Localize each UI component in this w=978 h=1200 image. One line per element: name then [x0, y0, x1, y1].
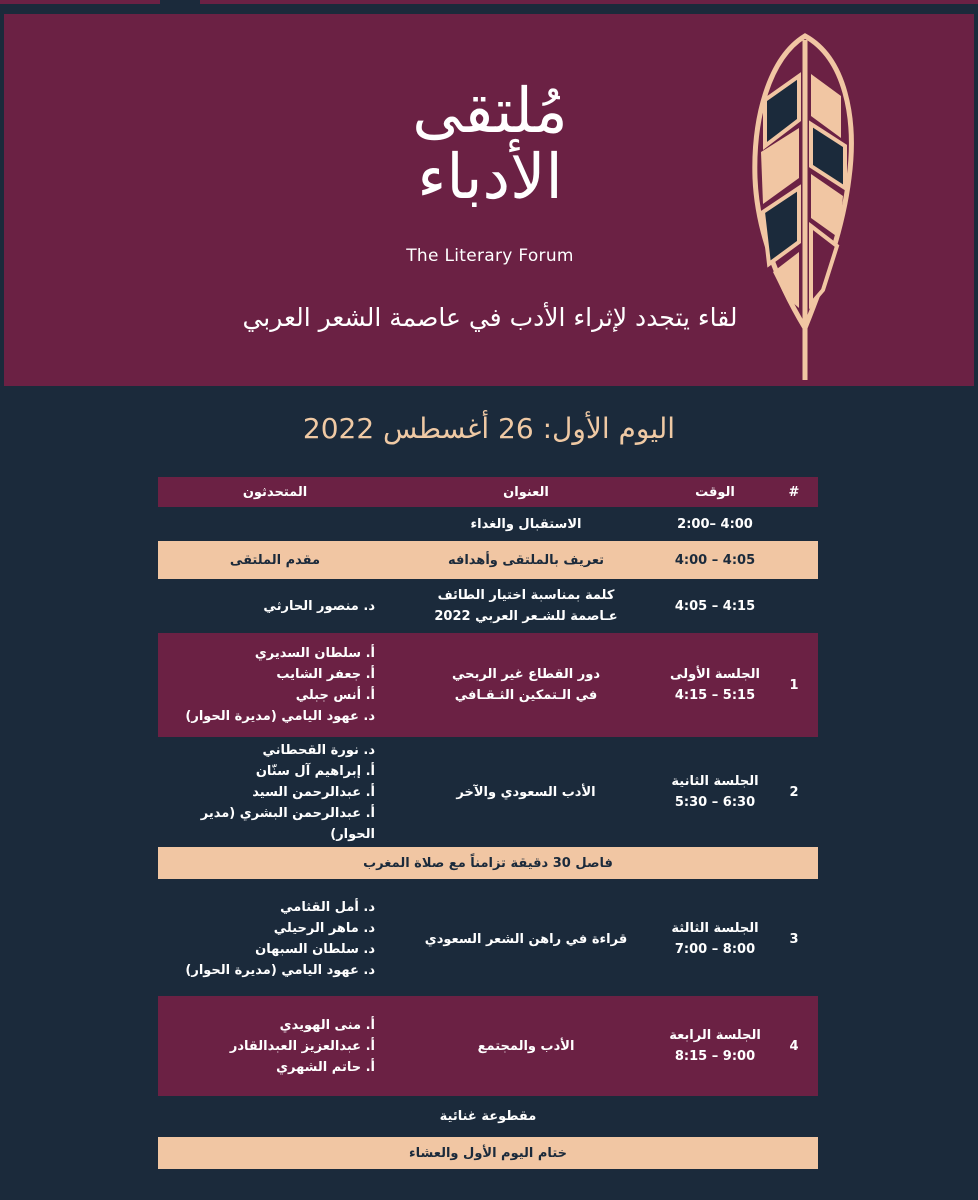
table-row	[158, 582, 818, 630]
row-time	[660, 541, 770, 579]
row-time-text: 8:15 – 9:00	[674, 1049, 756, 1064]
table-header-row	[158, 477, 818, 507]
table-row	[158, 541, 818, 579]
row-speakers	[158, 582, 392, 630]
header-title: العنوان	[503, 484, 549, 500]
table-row	[158, 633, 818, 737]
speaker: أ. إبراهيم آل سنّان	[255, 763, 375, 779]
logo-arabic-line: الأدباء	[417, 140, 563, 213]
row-time	[660, 740, 770, 844]
top-strip-segment	[200, 0, 978, 4]
row-title-text: كلمة بمناسبة اختيار الطائف عـاصمة للشـعر العربي 2022	[434, 588, 618, 624]
row-time	[660, 996, 770, 1096]
header-time: الوقت	[695, 484, 735, 500]
row-speakers	[158, 886, 392, 992]
row-num: 2	[789, 784, 799, 800]
speaker: أ. عبدالرحمن البشري (مدير الحوار)	[200, 805, 375, 842]
speaker: د. عهود اليامي (مديرة الحوار)	[185, 709, 375, 724]
top-strip-segment	[0, 0, 160, 4]
row-title	[392, 633, 660, 737]
row-title: تعريف بالملتقى وأهدافه	[447, 552, 605, 568]
row-num: 1	[789, 677, 799, 693]
speaker: د. عهود اليامي (مديرة الحوار)	[185, 963, 375, 978]
session-label: الجلسة الثالثة	[671, 921, 759, 936]
table-row	[158, 1100, 818, 1132]
speaker: د. منصور الحارثي	[263, 598, 375, 614]
speaker: أ. جعفر الشايب	[276, 667, 375, 682]
row-speakers	[158, 740, 392, 844]
row-time	[660, 886, 770, 992]
table-row	[158, 996, 818, 1096]
table-row	[158, 886, 818, 992]
row-num: 3	[789, 931, 799, 947]
row-time-text: 4:05 – 4:15	[674, 598, 756, 614]
break-text: فاصل 30 دقيقة تزامناً مع صلاة المغرب	[363, 855, 613, 871]
row-time-text: 2:00– 4:00	[677, 516, 753, 532]
top-strip	[0, 0, 978, 14]
speaker: مقدم الملتقى	[229, 552, 321, 568]
row-num: 4	[789, 1038, 799, 1054]
row-title: الاستقبال والغداء	[470, 516, 582, 532]
table-row	[158, 509, 818, 539]
table-row	[158, 1137, 818, 1169]
speaker: أ. حاتم الشهري	[276, 1059, 375, 1075]
table-row	[158, 740, 818, 844]
speaker: د. نورة القحطاني	[262, 742, 375, 758]
speaker: د. سلطان السبهان	[255, 942, 375, 957]
logo-english: The Literary Forum	[406, 246, 574, 266]
row-title-text: دور القطاع غير الربحي في الـتمكين الثـقـافي	[451, 667, 601, 703]
row-speakers	[158, 996, 392, 1096]
speaker: د. ماهر الرحيلي	[273, 921, 375, 936]
speaker: أ. أنس جبلي	[295, 688, 375, 703]
speaker: أ. عبدالعزيز العبدالقادر	[229, 1038, 375, 1054]
day-title: اليوم الأول: 26 أغسطس 2022	[302, 412, 676, 445]
session-label: الجلسة الأولى	[670, 667, 760, 682]
row-time	[660, 509, 770, 539]
row-title: الأدب والمجتمع	[477, 1038, 575, 1054]
row-time	[660, 582, 770, 630]
tagline: لقاء يتجدد لإثراء الأدب في عاصمة الشعر العربي	[242, 303, 738, 332]
speaker: د. أمل القثامي	[280, 900, 375, 915]
row-speakers	[158, 633, 392, 737]
row-speakers	[158, 541, 392, 579]
row-title	[392, 582, 660, 630]
musical-piece-text: مقطوعة غنائية	[439, 1108, 537, 1124]
row-title: قراءة في راهن الشعر السعودي	[424, 931, 628, 947]
logo-arabic	[380, 74, 600, 213]
header-speakers-label: المتحدثون	[242, 484, 308, 500]
logo-arabic-line: مُلتقى	[412, 74, 568, 147]
feather-icon	[745, 28, 865, 384]
session-label: الجلسة الرابعة	[669, 1028, 761, 1043]
speaker: أ. منى الهويدي	[279, 1017, 375, 1033]
row-time-text: 4:00 – 4:05	[674, 552, 756, 568]
row-time	[660, 633, 770, 737]
row-time-text: 5:30 – 6:30	[674, 795, 756, 810]
header-num: #	[788, 484, 800, 500]
row-title: الأدب السعودي والآخر	[456, 784, 596, 800]
row-time-text: 4:15 – 5:15	[674, 688, 756, 703]
header-speakers	[158, 477, 392, 507]
speaker: أ. عبدالرحمن السيد	[252, 784, 375, 800]
session-label: الجلسة الثانية	[671, 774, 759, 789]
speaker: أ. سلطان السديري	[254, 646, 375, 661]
table-row-break	[158, 847, 818, 879]
closing-text: ختام اليوم الأول والعشاء	[409, 1145, 567, 1161]
row-time-text: 7:00 – 8:00	[674, 942, 756, 957]
